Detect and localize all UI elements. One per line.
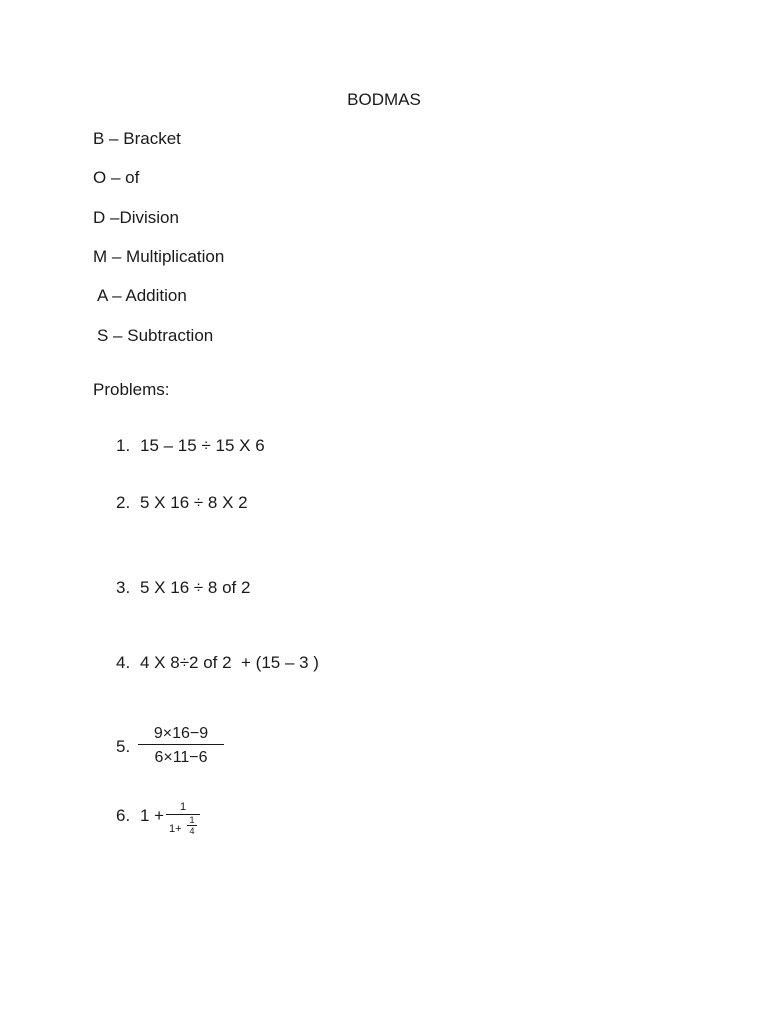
problem-6-number: 6.: [116, 806, 131, 825]
problem-6-prefix: 1 +: [140, 806, 165, 825]
problem-3-number: 3.: [116, 578, 131, 597]
problem-1-expression: 15 – 15 ÷ 15 X 6: [140, 436, 265, 455]
problem-1-number: 1.: [116, 436, 131, 455]
problem-6-inner-numerator: 1: [189, 815, 195, 825]
problem-3-expression: 5 X 16 ÷ 8 of 2: [140, 578, 251, 597]
problem-6-inner-prefix: 1+: [169, 823, 182, 835]
problem-6-outer-denominator: [166, 815, 200, 843]
problem-2-number: 2.: [116, 493, 131, 512]
legend-item-subtraction: S – Subtraction: [97, 326, 214, 345]
problem-5-fraction: [138, 724, 224, 771]
legend-item-of: O – of: [93, 168, 140, 187]
legend-item-bracket: B – Bracket: [93, 129, 181, 148]
legend-item-division: D –Division: [93, 208, 179, 227]
problems-heading: Problems:: [93, 380, 170, 399]
problem-6-inner-denominator: 4: [189, 826, 195, 836]
problem-2-expression: 5 X 16 ÷ 8 X 2: [140, 493, 248, 512]
problem-6-fraction: [166, 800, 200, 843]
problem-4-expression: 4 X 8÷2 of 2 + (15 – 3 ): [140, 653, 319, 672]
legend-item-multiplication: M – Multiplication: [93, 247, 225, 266]
problem-5-denominator: 6×11−6: [154, 749, 208, 766]
problem-5-number: 5.: [116, 737, 131, 756]
problem-4-number: 4.: [116, 653, 131, 672]
page-title: BODMAS: [347, 90, 421, 109]
problem-6-inner-fraction: [187, 815, 197, 836]
problem-5-numerator: 9×16−9: [153, 725, 209, 742]
problem-6-outer-numerator: 1: [179, 801, 187, 813]
legend-item-addition: A – Addition: [97, 286, 187, 305]
